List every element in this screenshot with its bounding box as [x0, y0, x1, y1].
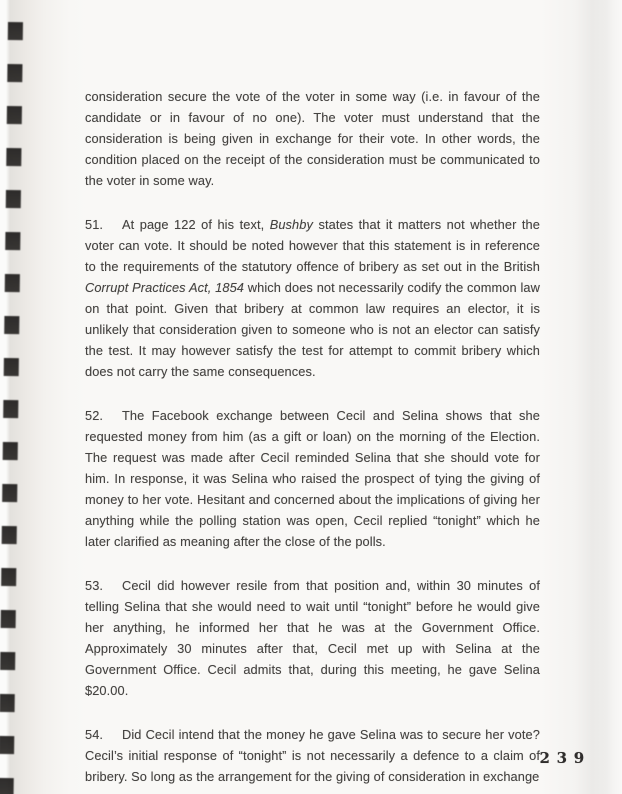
paragraph-number: 52. [85, 408, 104, 423]
paragraph [85, 214, 540, 382]
paragraph [85, 86, 540, 191]
paragraph-text: At page 122 of his text, [122, 217, 270, 232]
paragraph-number: 54. [85, 727, 104, 742]
paragraph [85, 724, 540, 787]
paragraph-text: consideration secure the vote of the voter in some way (i.e. in favour of the candidate or in favour of no one). The voter must understand that the consideration is being given in exchange for their vote. In other words, the condition placed on the receipt of the consideration must be communicated to the voter in some way. [85, 89, 540, 188]
paragraph [85, 575, 540, 701]
paragraph-text: Did Cecil intend that the money he gave Selina was to secure her vote? Cecil’s initial response of “tonight” is not necessarily a defence to a claim of bribery. So long as the arrangement for the giving of consideration in exchange [85, 727, 540, 784]
paragraph-text: states that it matters not whether the voter can vote. It should be noted however that this statement is in reference to the requirements of the statutory offence of bribery as set out in the British [85, 217, 540, 274]
paragraph-number: 53. [85, 578, 104, 593]
italic-citation-text: Corrupt Practices Act, 1854 [85, 280, 245, 295]
paragraph-number: 51. [85, 217, 104, 232]
page-number: 239 [539, 749, 591, 767]
paragraph [85, 405, 540, 552]
paragraph-text: The Facebook exchange between Cecil and Selina shows that she requested money from him (as a gift or loan) on the morning of the Election. The request was made after Cecil reminded Selina that she should vote for him. In response, it was Selina who raised the prospect of tying the giving of money to her vote. Hesitant and concerned about the implications of giving her anything while the polling station was open, Cecil replied “tonight” which he later clarified as meaning after the close of the polls. [85, 408, 540, 549]
paragraph-text: Cecil did however resile from that position and, within 30 minutes of telling Selina that she would need to wait until “tonight” before he would give her anything, he informed her that he was at the Government Office. Approximately 30 minutes after that, Cecil met up with Selina at the Government Office. Cecil admits that, during this meeting, he gave Selina $20.00. [85, 578, 540, 698]
paragraph-text: which does not necessarily codify the common law on that point. Given that bribery at common law requires an elector, it is unlikely that consideration given to someone who is not an elector can satisfy the test. It may however satisfy the test for attempt to commit bribery which does not carry the same consequences. [85, 280, 540, 379]
italic-citation-text: Bushby [269, 217, 313, 232]
